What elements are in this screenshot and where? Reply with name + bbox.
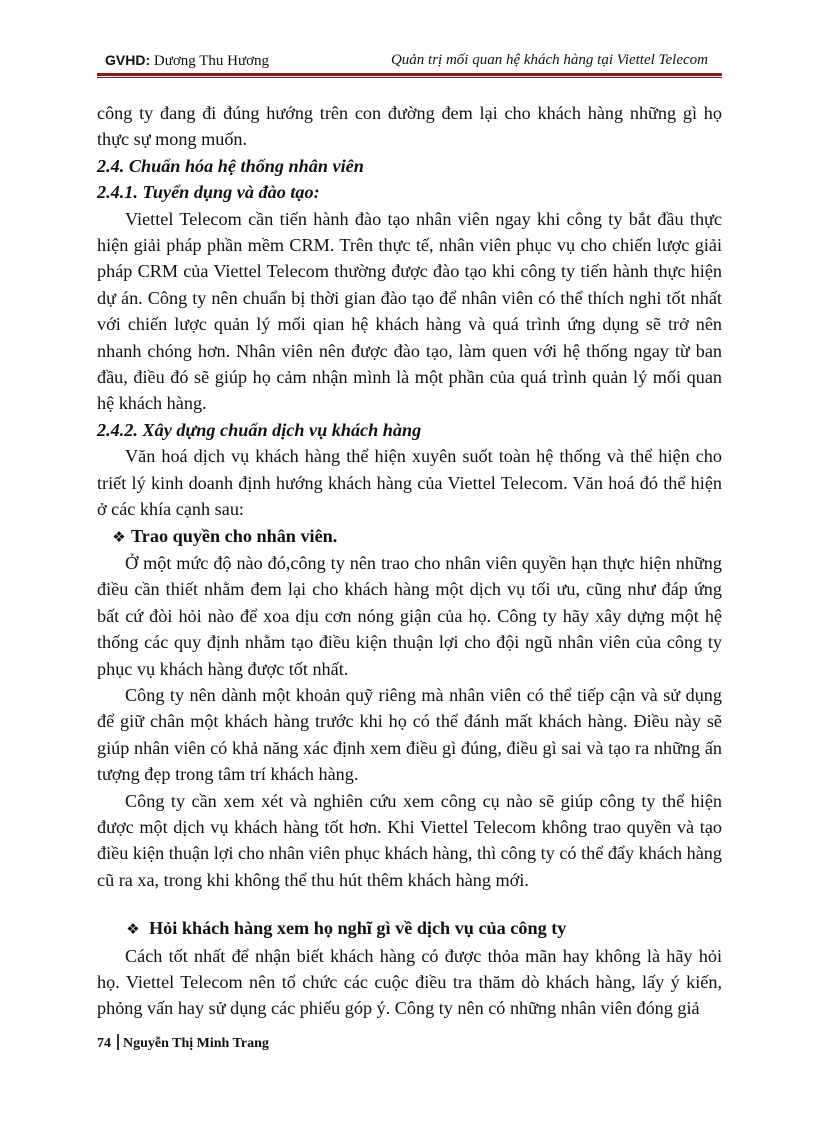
paragraph-1: công ty đang đi đúng hướng trên con đường đem lại cho khách hàng những gì họ thực sự mong muốn. (97, 103, 722, 150)
bullet-item-1 (97, 523, 722, 550)
header-supervisor (105, 52, 269, 70)
section-heading-2-4-2: 2.4.2. Xây dựng chuẩn dịch vụ khách hàng (97, 419, 422, 440)
section-heading-2-4: 2.4. Chuẩn hóa hệ thống nhân viên (97, 155, 364, 176)
header-divider (97, 73, 722, 76)
paragraph-6: Công ty cần xem xét và nghiên cứu xem công cụ nào sẽ giúp công ty thể hiện được một dịch vụ khách hàng tốt hơn. Khi Viettel Telecom không trao quyền và tạo điều kiện thuận lợi cho nhân viên phục khách hàng, thì công ty có thể đẩy khách hàng cũ ra xa, trong khi không thể thu hút thêm khách hàng mới. (97, 790, 722, 890)
supervisor-label: GVHD: (105, 52, 151, 68)
paragraph-4: Ở một mức độ nào đó,công ty nên trao cho nhân viên quyền hạn thực hiện những điều cần thiết nhằm đem lại cho khách hàng một dịch vụ tối ưu, cũng như đáp ứng bất cứ đòi hỏi nào để xoa dịu cơn nóng giận của họ. Công ty hãy xây dựng một hệ thống các quy định nhằm tạo điều kiện thuận lợi cho đội ngũ nhân viên của công ty phục vụ khách hàng được tốt nhất. (97, 552, 722, 679)
footer-author: Nguyễn Thị Minh Trang (123, 1036, 269, 1051)
page-header (97, 50, 722, 74)
header-doc-title: Quản trị mối quan hệ khách hàng tại Viettel Telecom (390, 52, 708, 68)
paragraph-3: Văn hoá dịch vụ khách hàng thể hiện xuyên suốt toàn hệ thống và thể hiện cho triết lý kinh doanh định hướng khách hàng của Viettel Telecom. Văn hoá đó thể hiện ở các khía cạnh sau: (97, 446, 722, 520)
paragraph-2: Viettel Telecom cần tiến hành đào tạo nhân viên ngay khi công ty bắt đầu thực hiện giải pháp phần mềm CRM. Trên thực tế, nhân viên phục vụ cho chiến lược giải pháp CRM của Viettel Telecom thường được đào tạo khi công ty tiến hành thực hiện dự án. Công ty nên chuẩn bị thời gian đào tạo để nhân viên có thể thích nghi tốt nhất với chiến lược quản lý mối qian hệ khách hàng và quá trình ứng dụng sẽ trở nên nhanh chóng hơn. Nhân viên nên được đào tạo, làm quen với hệ thống ngay từ ban đầu, điều đó sẽ giúp họ cảm nhận mình là một phần của quá trình quản lý mối quan hệ khách hàng. (97, 208, 722, 414)
page-footer (97, 1034, 722, 1052)
section-heading-2-4-1: 2.4.1. Tuyển dụng và đào tạo: (97, 182, 320, 203)
supervisor-name: Dương Thu Hương (153, 53, 270, 69)
diamond-bullet-icon: ❖ (126, 920, 140, 939)
header-divider-thin (97, 77, 722, 78)
footer-separator (117, 1034, 119, 1050)
bullet-2-text: Hỏi khách hàng xem họ nghĩ gì về dịch vụ của công ty (149, 918, 567, 939)
bullet-item-2 (97, 915, 722, 942)
diamond-bullet-icon: ❖ (112, 527, 126, 546)
paragraph-7: Cách tốt nhất để nhận biết khách hàng có được thỏa mãn hay không là hãy hỏi họ. Viettel Telecom nên tổ chức các cuộc điều tra thăm dò khách hàng, lấy ý kiến, phỏng vấn hay sử dụng các phiếu góp ý. Công ty nên có những nhân viên đóng giả (97, 945, 722, 1019)
spacer (97, 893, 722, 915)
page-body (97, 100, 722, 1022)
bullet-1-text: Trao quyền cho nhân viên. (131, 525, 338, 546)
paragraph-5: Công ty nên dành một khoản quỹ riêng mà nhân viên có thể tiếp cận và sử dụng để giữ chân một khách hàng trước khi họ có thể đánh mất khách hàng. Điều này sẽ giúp nhân viên có khả năng xác định xem điều gì đúng, điều gì sai và tạo ra những ấn tượng đẹp trong tâm trí khách hàng. (97, 684, 722, 785)
page-number: 74 (97, 1036, 111, 1051)
